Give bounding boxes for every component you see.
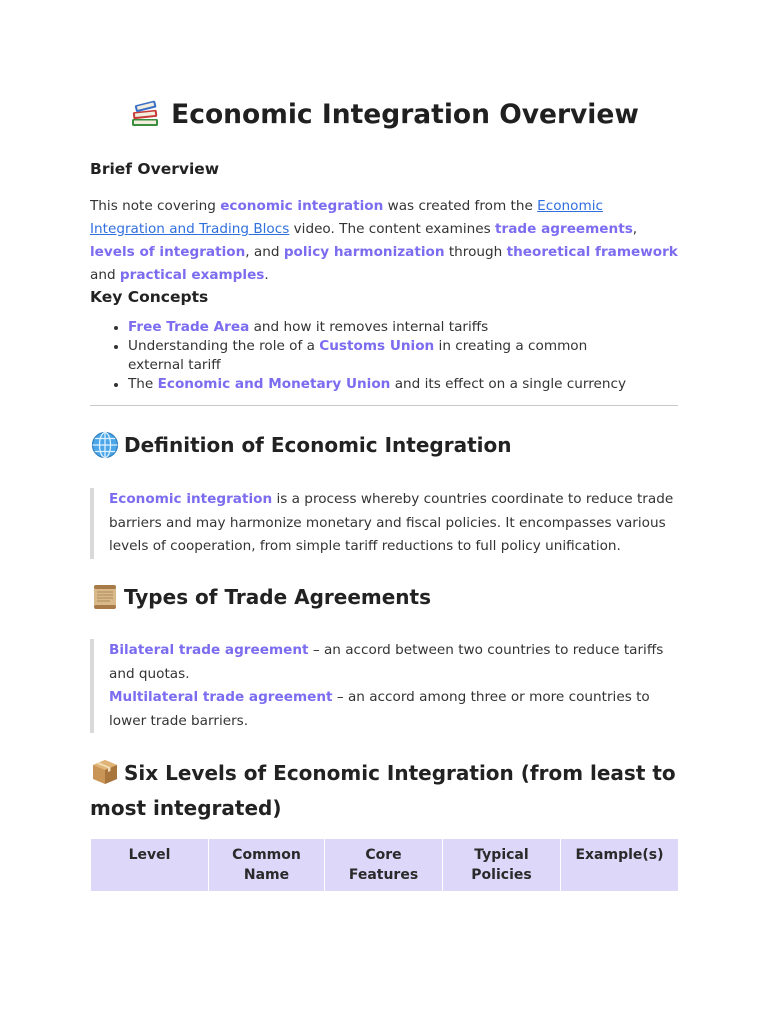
- keyword: economic integration: [220, 198, 384, 214]
- keyword: Customs Union: [319, 338, 435, 354]
- keyword: practical examples: [119, 267, 265, 283]
- trade-agreements-heading: [90, 582, 431, 612]
- trade-agreements-quote: [90, 639, 678, 733]
- key-concepts-heading: Key Concepts: [90, 288, 209, 306]
- table-header-row: [91, 839, 679, 892]
- globe-icon: [90, 430, 120, 460]
- keyword: theoretical framework: [506, 244, 678, 260]
- column-header: Core Features: [325, 839, 443, 892]
- definition-heading-text: Definition of Economic Integration: [124, 433, 512, 457]
- list-item: Free Trade Area and how it removes internal tariffs: [128, 318, 638, 337]
- keyword: levels of integration: [90, 244, 246, 260]
- books-icon: [129, 98, 161, 130]
- keyword: Bilateral trade agreement: [109, 642, 309, 658]
- list-item: The Economic and Monetary Union and its effect on a single currency: [128, 375, 638, 394]
- keyword: Economic and Monetary Union: [157, 376, 391, 392]
- bilateral-definition: Bilateral trade agreement – an accord between two countries to reduce tariffs and quotas.: [109, 642, 664, 682]
- package-icon: [90, 757, 120, 787]
- column-header: Example(s): [561, 839, 679, 892]
- divider: [90, 405, 678, 406]
- multilateral-definition: Multilateral trade agreement – an accord among three or more countries to lower trade barriers.: [109, 689, 650, 729]
- definition-heading: [90, 430, 511, 460]
- levels-table: [90, 838, 679, 892]
- keyword: trade agreements: [495, 221, 633, 237]
- scroll-icon: [90, 582, 120, 612]
- keyword: policy harmonization: [283, 244, 445, 260]
- brief-overview-heading: Brief Overview: [90, 160, 220, 178]
- definition-text: is a process whereby countries coordinate to reduce trade barriers and may harmonize monetary and fiscal policies. It encompasses various levels of cooperation, from simple tariff reductions to full policy unification.: [109, 491, 674, 554]
- trade-agreements-heading-text: Types of Trade Agreements: [124, 585, 432, 609]
- definition-quote: [90, 488, 678, 559]
- levels-heading-text: Six Levels of Economic Integration (from least to most integrated): [90, 761, 676, 820]
- column-header: Level: [91, 839, 209, 892]
- keyword: Economic integration: [109, 491, 273, 507]
- page-title: [90, 94, 678, 134]
- key-concepts-list: [90, 318, 638, 394]
- keyword: Free Trade Area: [128, 319, 250, 335]
- keyword: Multilateral trade agreement: [109, 689, 333, 705]
- list-item: Understanding the role of a Customs Union in creating a common external tariff: [128, 337, 638, 375]
- brief-overview-text: This note covering economic integration was created from the Economic Integration and Trading Blocs video. The content examines trade agreements, levels of integration, and policy harmonization through theoretical framework and practical examples.: [90, 198, 678, 283]
- video-link[interactable]: Economic Integration and Trading Blocs: [90, 198, 603, 237]
- column-header: Common Name: [209, 839, 325, 892]
- column-header: Typical Policies: [443, 839, 561, 892]
- levels-heading: [90, 756, 678, 826]
- page-title-text: Economic Integration Overview: [171, 98, 639, 130]
